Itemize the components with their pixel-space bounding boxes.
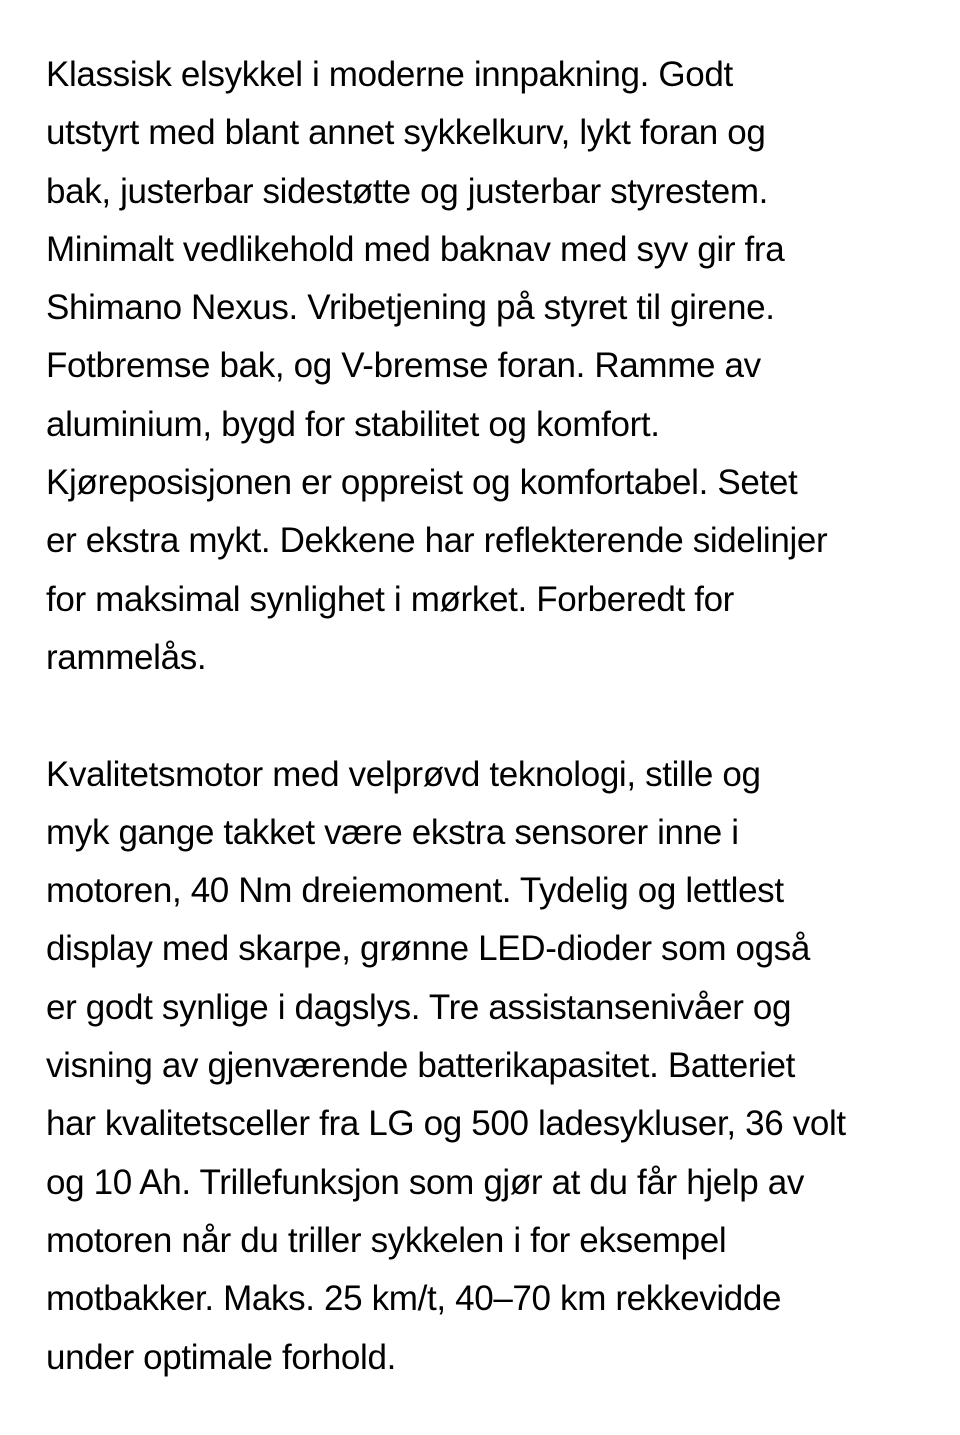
text-line: og 10 Ah. Trillefunksjon som gjør at du får hjelp av [46, 1162, 805, 1202]
product-description [46, 46, 926, 1387]
text-line: visning av gjenværende batterikapasitet. Batteriet [46, 1046, 796, 1086]
description-paragraph-bike [46, 46, 926, 687]
text-line: myk gange takket være ekstra sensorer inne i [46, 812, 739, 852]
text-line: motoren, 40 Nm dreiemoment. Tydelig og lettlest [46, 871, 784, 911]
text-line: under optimale forhold. [46, 1337, 396, 1377]
text-line: for maksimal synlighet i mørket. Forberedt for [46, 579, 734, 619]
text-line: bak, justerbar sidestøtte og justerbar styrestem. [46, 171, 769, 211]
text-line: rammelås. [46, 637, 207, 677]
text-line: utstyrt med blant annet sykkelkurv, lykt foran og [46, 113, 766, 153]
text-line: Fotbremse bak, og V-bremse foran. Ramme av [46, 346, 761, 386]
description-paragraph-motor [46, 746, 926, 1387]
text-line: motbakker. Maks. 25 km/t, 40–70 km rekkevidde [46, 1279, 782, 1319]
text-line: Kjøreposisjonen er oppreist og komfortabel. Setet [46, 463, 798, 503]
text-line: motoren når du triller sykkelen i for eksempel [46, 1220, 727, 1260]
text-line: Kvalitetsmotor med velprøvd teknologi, stille og [46, 754, 761, 794]
text-line: har kvalitetsceller fra LG og 500 ladesykluser, 36 volt [46, 1104, 846, 1144]
text-line: er godt synlige i dagslys. Tre assistansenivåer og [46, 987, 792, 1027]
text-line: er ekstra mykt. Dekkene har reflekterende sidelinjer [46, 521, 828, 561]
text-line: Klassisk elsykkel i moderne innpakning. Godt [46, 55, 733, 94]
paragraph-spacer [46, 687, 926, 745]
text-line: display med skarpe, grønne LED-dioder som også [46, 929, 811, 969]
text-line: aluminium, bygd for stabilitet og komfort. [46, 404, 660, 444]
text-line: Minimalt vedlikehold med baknav med syv gir fra [46, 229, 785, 269]
text-line: Shimano Nexus. Vribetjening på styret til girene. [46, 288, 775, 328]
